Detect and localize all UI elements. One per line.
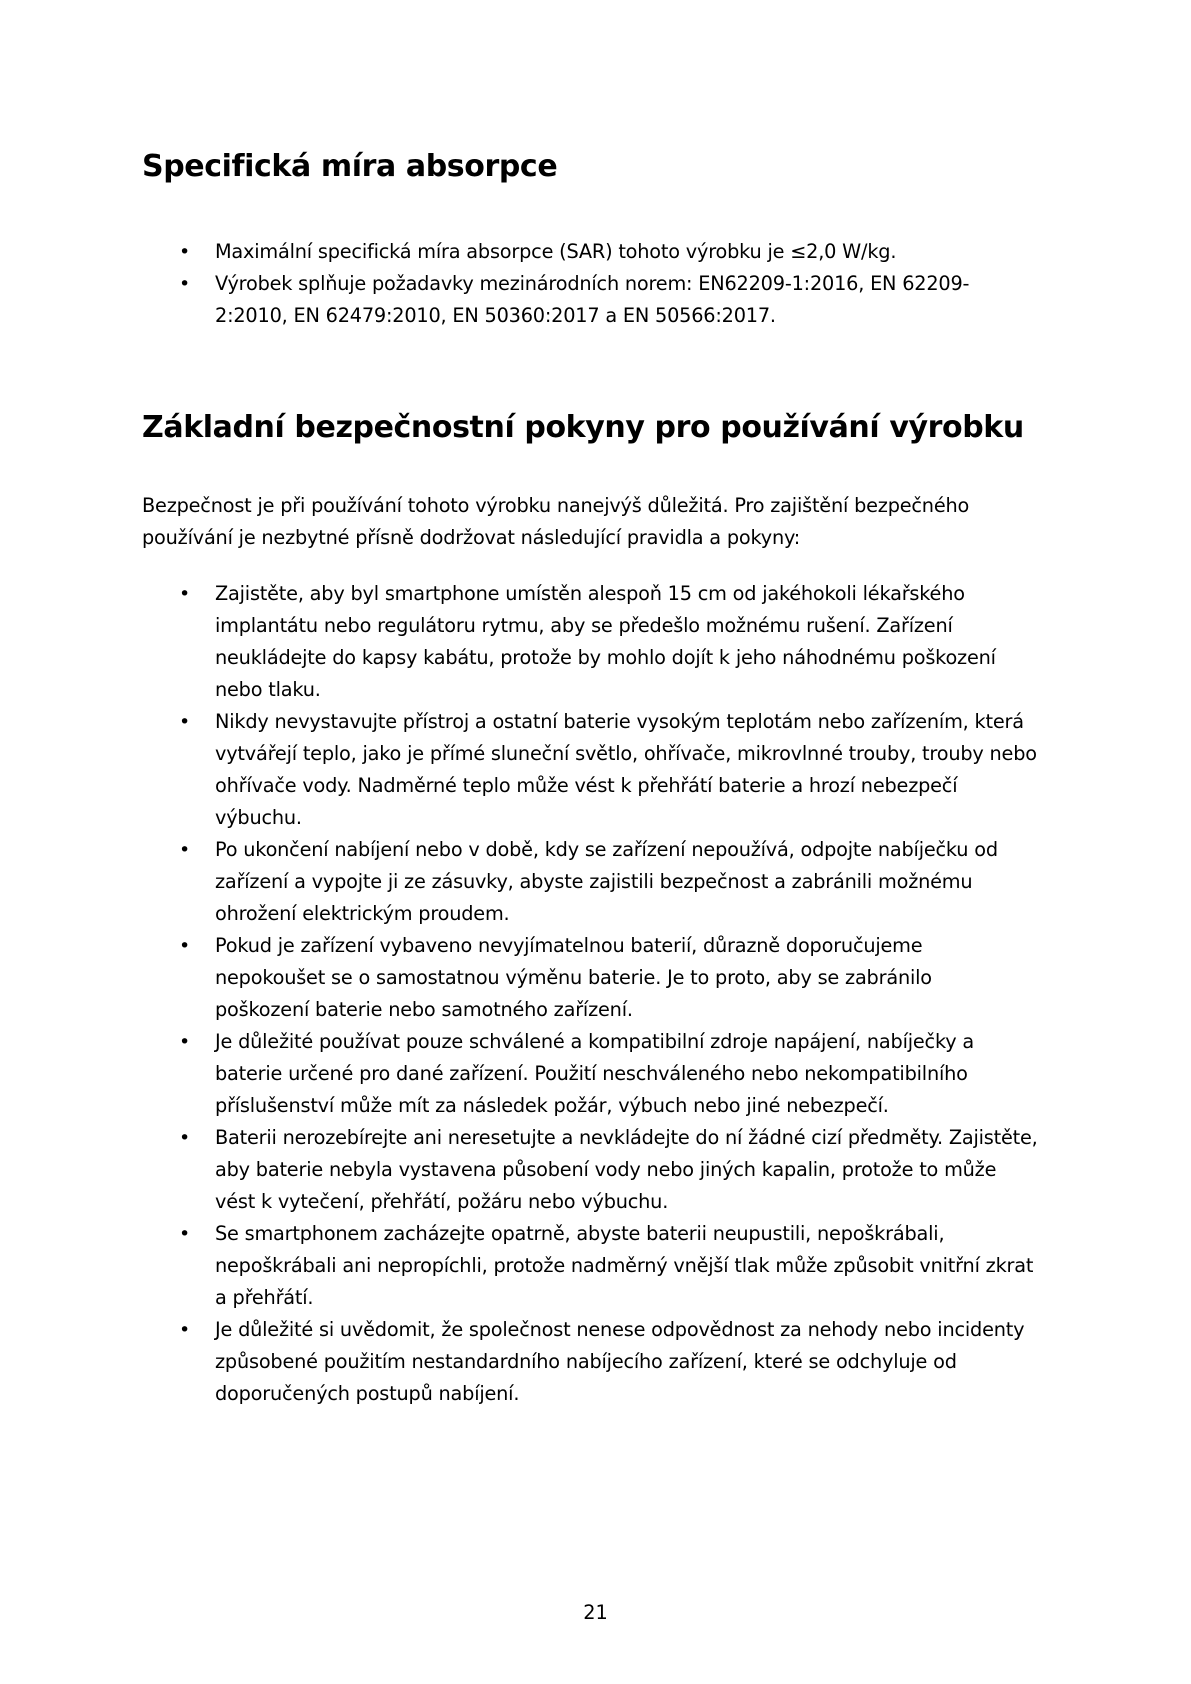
list-item-text-line: doporučených postupů nabíjení. <box>215 1382 520 1405</box>
list-item-text-line: vytvářejí teplo, jako je přímé sluneční světlo, ohřívače, mikrovlnné trouby, trouby nebo <box>215 742 1037 765</box>
list-item-text-line: nebo tlaku. <box>215 678 321 701</box>
list-item-text-line: baterie určené pro dané zařízení. Použití neschváleného nebo nekompatibilního <box>215 1062 968 1085</box>
list-item <box>142 268 1072 332</box>
list-item-text-line: 2:2010, EN 62479:2010, EN 50360:2017 a EN 50566:2017. <box>215 304 776 327</box>
list-item <box>142 706 1072 834</box>
page-number: 21 <box>583 1601 608 1624</box>
list-item <box>142 236 1072 268</box>
list-item-text-line: nepoškrábali ani nepropíchli, protože nadměrný vnější tlak může způsobit vnitřní zkrat <box>215 1254 1034 1277</box>
sar-bullet-list <box>142 236 1072 332</box>
bullet-icon: • <box>179 1127 191 1149</box>
list-item-text-line: Nikdy nevystavujte přístroj a ostatní baterie vysokým teplotám nebo zařízením, která <box>215 710 1024 733</box>
list-item-text-line: a přehřátí. <box>215 1286 314 1309</box>
list-item-text-line: Baterii nerozebírejte ani neresetujte a nevkládejte do ní žádné cizí předměty. Zajistěte, <box>215 1126 1038 1149</box>
list-item <box>142 1314 1072 1410</box>
list-item <box>142 1218 1072 1314</box>
section-heading-sar: Specifická míra absorpce <box>142 149 558 184</box>
intro-line: používání je nezbytné přísně dodržovat následující pravidla a pokyny: <box>142 526 801 549</box>
safety-bullet-list <box>142 578 1072 1410</box>
list-item-text-line: nepokoušet se o samostatnou výměnu baterie. Je to proto, aby se zabránilo <box>215 966 932 989</box>
list-item-text-line: Se smartphonem zacházejte opatrně, abyste baterii neupustili, nepoškrábali, <box>215 1222 945 1245</box>
list-item <box>142 578 1072 706</box>
list-item-text-line: ohřívače vody. Nadměrné teplo může vést k přehřátí baterie a hrozí nebezpečí <box>215 774 958 797</box>
list-item <box>142 1026 1072 1122</box>
list-item-text-line: vést k vytečení, přehřátí, požáru nebo výbuchu. <box>215 1190 669 1213</box>
list-item-text-line: příslušenství může mít za následek požár, výbuch nebo jiné nebezpečí. <box>215 1094 889 1117</box>
list-item-text-line: Je důležité si uvědomit, že společnost nenese odpovědnost za nehody nebo incidenty <box>215 1318 1025 1341</box>
list-item-text-line: neukládejte do kapsy kabátu, protože by mohlo dojít k jeho náhodnému poškození <box>215 646 996 669</box>
list-item-text-line: Zajistěte, aby byl smartphone umístěn alespoň 15 cm od jakéhokoli lékařského <box>215 582 965 605</box>
list-item <box>142 834 1072 930</box>
bullet-icon: • <box>179 1031 191 1053</box>
bullet-icon: • <box>179 1319 191 1341</box>
list-item-text-line: poškození baterie nebo samotného zařízení. <box>215 998 633 1021</box>
bullet-icon: • <box>179 1223 191 1245</box>
list-item-text-line: Po ukončení nabíjení nebo v době, kdy se zařízení nepoužívá, odpojte nabíječku od <box>215 838 998 861</box>
bullet-icon: • <box>179 711 191 733</box>
list-item-text-line: Pokud je zařízení vybaveno nevyjímatelnou baterií, důrazně doporučujeme <box>215 934 923 957</box>
bullet-icon: • <box>179 273 191 295</box>
bullet-icon: • <box>179 583 191 605</box>
intro-line: Bezpečnost je při používání tohoto výrobku nanejvýš důležitá. Pro zajištění bezpečného <box>142 494 970 517</box>
list-item <box>142 1122 1072 1218</box>
list-item-text-line: ohrožení elektrickým proudem. <box>215 902 510 925</box>
list-item-text-line: aby baterie nebyla vystavena působení vody nebo jiných kapalin, protože to může <box>215 1158 997 1181</box>
list-item-text-line: Výrobek splňuje požadavky mezinárodních norem: EN62209-1:2016, EN 62209- <box>215 272 970 295</box>
list-item <box>142 930 1072 1026</box>
safety-intro-paragraph <box>142 490 1072 554</box>
list-item-text-line: výbuchu. <box>215 806 302 829</box>
list-item-text-line: Je důležité používat pouze schválené a kompatibilní zdroje napájení, nabíječky a <box>215 1030 974 1053</box>
list-item-text-line: zařízení a vypojte ji ze zásuvky, abyste zajistili bezpečnost a zabránili možnému <box>215 870 973 893</box>
bullet-icon: • <box>179 241 191 263</box>
bullet-icon: • <box>179 839 191 861</box>
list-item-text-line: implantátu nebo regulátoru rytmu, aby se předešlo možnému rušení. Zařízení <box>215 614 953 637</box>
bullet-icon: • <box>179 935 191 957</box>
list-item-text-line: Maximální specifická míra absorpce (SAR) tohoto výrobku je ≤2,0 W/kg. <box>215 240 897 263</box>
section-heading-safety: Základní bezpečnostní pokyny pro používání výrobku <box>142 410 1024 445</box>
list-item-text-line: způsobené použitím nestandardního nabíjecího zařízení, které se odchyluje od <box>215 1350 957 1373</box>
